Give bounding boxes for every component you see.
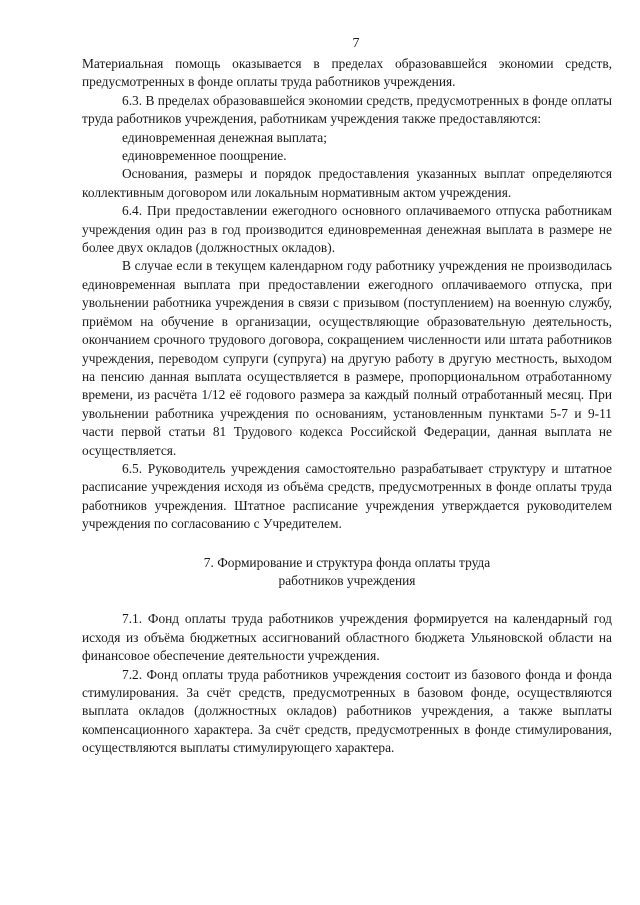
page-number: 7 <box>352 36 360 51</box>
paragraph-material-aid: Материальная помощь оказывается в пределах образовавшейся экономии средств, предусмотренных в фонде оплаты труда работников учреждения. <box>82 56 612 90</box>
section-title-line-1: 7. Формирование и структура фонда оплаты труда <box>203 554 491 570</box>
paragraph-dismissal-case: В случае если в текущем календарном году работнику учреждения не производилась единовременная выплата при предоставлении ежегодного оплачиваемого отпуска, при увольнении работника учреждения в связи с призывом (поступлением) на военную службу, приёмом на обучение в организации, осуществляющие образовательную деятельность, окончанием срочного трудового договора, сокращением численности или штата работников учреждения, переводом супруги (супруга) на другую работу в другую местность, выходом на пенсию данная выплата осуществляется в размере, пропорциональном отработанному времени, из расчёта 1/12 её годового размера за каждый полный отработанный месяц. При увольнении работника учреждения по основаниям, установленным пунктами 5-7 и 9-11 части первой статьи 81 Трудового кодекса Российской Федерации, данная выплата не осуществляется. <box>82 258 612 458</box>
list-item-lump-sum: единовременная денежная выплата; <box>122 129 327 145</box>
paragraph-6-4: 6.4. При предоставлении ежегодного основного оплачиваемого отпуска работникам учреждения один раз в год производится единовременная денежная выплата в размере не более двух окладов (должностных окладов). <box>82 203 612 256</box>
paragraph-grounds: Основания, размеры и порядок предоставления указанных выплат определяются коллективным договором или локальным нормативным актом учреждения. <box>82 166 612 200</box>
section-title <box>82 554 612 591</box>
paragraph-7-2: 7.2. Фонд оплаты труда работников учреждения состоит из базового фонда и фонда стимулирования. За счёт средств, предусмотренных в базовом фонде, осуществляются выплата окладов (должностных окладов) работников учреждения, а также выплаты компенсационного характера. За счёт средств, предусмотренных в фонде стимулирования, осуществляются выплаты стимулирующего характера. <box>82 666 612 756</box>
paragraph-6-5: 6.5. Руководитель учреждения самостоятельно разрабатывает структуру и штатное расписание учреждения исходя из объёма средств, предусмотренных в фонде оплаты труда работников учреждения. Штатное расписание учреждения утверждается руководителем учреждения по согласованию с Учредителем. <box>82 460 612 532</box>
paragraph-7-1: 7.1. Фонд оплаты труда работников учреждения формируется на календарный год исходя из объёма бюджетных ассигнований областного бюджета Ульяновской области на финансовое обеспечение деятельности учреждения. <box>82 611 612 664</box>
section-title-line-2: работников учреждения <box>278 572 416 588</box>
paragraph-6-3: 6.3. В пределах образовавшейся экономии средств, предусмотренных в фонде оплаты труда работников учреждения, работникам учреждения также предоставляются: <box>82 92 612 127</box>
list-item-bonus: единовременное поощрение. <box>122 148 287 164</box>
